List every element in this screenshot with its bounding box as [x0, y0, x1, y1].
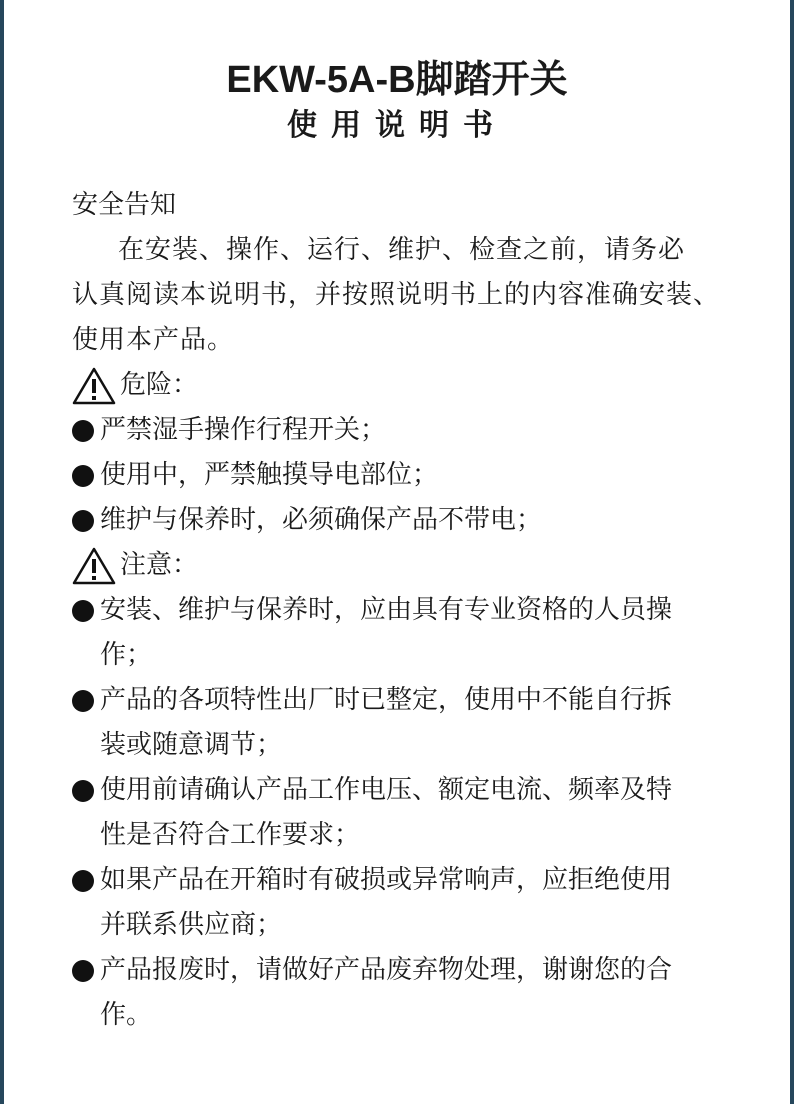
- caution-label: 注意：: [120, 550, 199, 580]
- danger-heading: [72, 363, 762, 408]
- safety-intro: [72, 228, 762, 363]
- intro-line-1: 在安装、操作、运行、维护、检查之前，请务必: [118, 235, 686, 265]
- bullet-icon: [72, 420, 94, 442]
- safety-heading: 安全告知: [72, 190, 177, 220]
- warning-triangle-icon: [72, 367, 116, 405]
- danger-item-text: 严禁湿手操作行程开关；: [100, 415, 387, 445]
- caution-item: [72, 768, 762, 858]
- danger-item-text: 使用中，严禁触摸导电部位；: [100, 460, 439, 490]
- intro-line-2: 认真阅读本说明书，并按照说明书上的内容准确安装、: [72, 280, 721, 310]
- warning-triangle-icon: [72, 547, 116, 585]
- caution-item-line: 作；: [100, 640, 153, 670]
- caution-item-line: 产品的各项特性出厂时已整定，使用中不能自行拆: [100, 685, 673, 715]
- danger-label: 危险：: [120, 370, 199, 400]
- bullet-icon: [72, 690, 94, 712]
- caution-item: [72, 678, 762, 768]
- caution-item-line: 作。: [100, 1000, 153, 1030]
- caution-heading: [72, 543, 762, 588]
- bullet-icon: [72, 510, 94, 532]
- document-title: EKW-5A-B脚踏开关: [226, 59, 568, 101]
- left-border: [0, 0, 4, 1104]
- caution-item-line: 产品报废时，请做好产品废弃物处理，谢谢您的合: [100, 955, 673, 985]
- right-border: [790, 0, 794, 1104]
- bullet-icon: [72, 870, 94, 892]
- document-body: [72, 183, 762, 1038]
- caution-item-line: 安装、维护与保养时，应由具有专业资格的人员操: [100, 595, 673, 625]
- caution-item-line: 性是否符合工作要求；: [100, 820, 361, 850]
- bullet-icon: [72, 780, 94, 802]
- caution-item: [72, 858, 762, 948]
- danger-item: [72, 408, 762, 453]
- danger-item: [72, 498, 762, 543]
- caution-item-line: 装或随意调节；: [100, 730, 283, 760]
- danger-item: [72, 453, 762, 498]
- caution-item: [72, 948, 762, 1038]
- caution-item-line: 使用前请确认产品工作电压、额定电流、频率及特: [100, 775, 673, 805]
- bullet-icon: [72, 600, 94, 622]
- document-subtitle: 使用说明书: [287, 108, 507, 143]
- caution-item-line: 如果产品在开箱时有破损或异常响声，应拒绝使用: [100, 865, 673, 895]
- intro-line-3: 使用本产品。: [72, 325, 235, 355]
- bullet-icon: [72, 960, 94, 982]
- caution-item: [72, 588, 762, 678]
- caution-item-line: 并联系供应商；: [100, 910, 283, 940]
- danger-item-text: 维护与保养时，必须确保产品不带电；: [100, 505, 543, 535]
- bullet-icon: [72, 465, 94, 487]
